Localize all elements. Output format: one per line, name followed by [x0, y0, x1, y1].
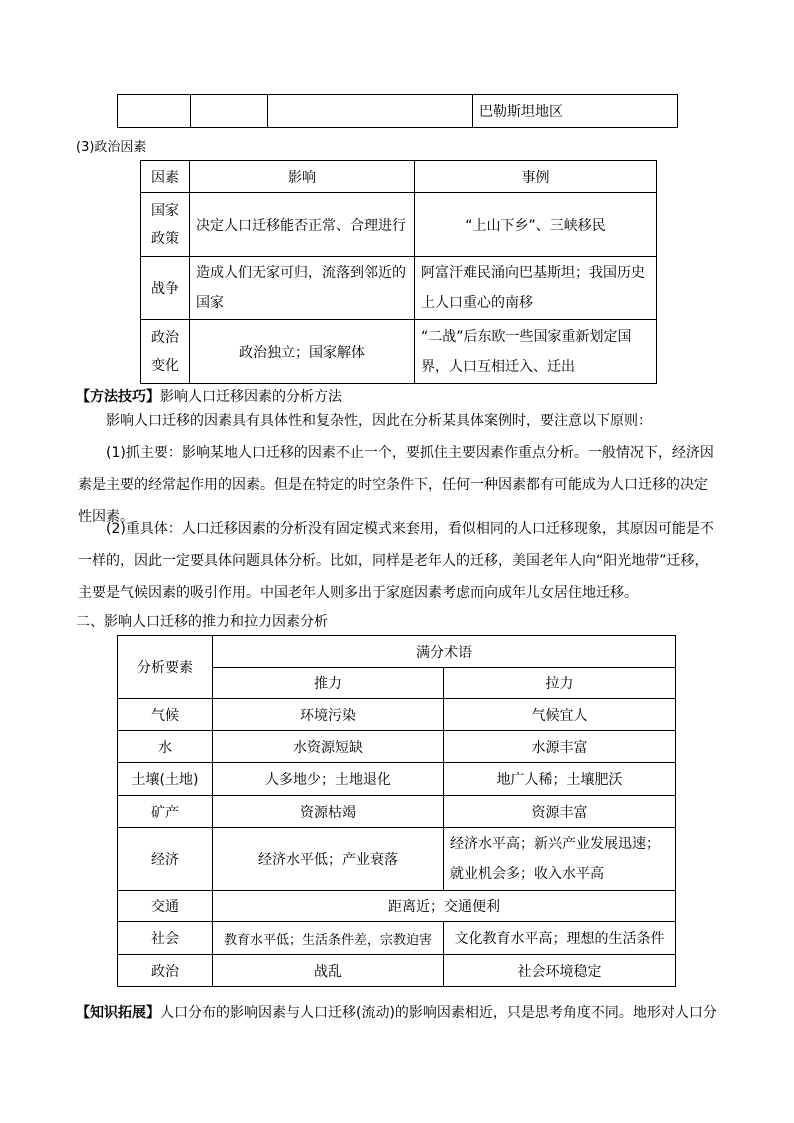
top-cell-3	[268, 95, 473, 128]
row-pull: 社会环境稳定	[444, 955, 676, 987]
method-paragraph-2: (2)重具体：人口迁移因素的分析没有固定模式来套用，看似相同的人口迁移现象，其原因可能是不一样的，因此一定要具体问题具体分析。比如，同样是老年人的迁移，美国老年人向“阳光地带”迁移，主要是气候因素的吸引作用。中国老年人则多出于家庭因素考虑而向成年儿女居住地迁移。	[78, 521, 714, 601]
header-pull: 拉力	[444, 668, 676, 699]
political-factor-line: 政治	[151, 329, 179, 346]
row-pull: 水源丰富	[444, 731, 676, 763]
section2-heading: 二、影响人口迁移的推力和拉力因素分析	[76, 614, 328, 630]
political-heading: (3)政治因素	[76, 140, 147, 155]
method-paragraph-1: (1)抓主要：影响某地人口迁移的因素不止一个，要抓住主要因素作重点分析。一般情况下，经济因素是主要的经常起作用的因素。但是在特定的时空条件下，任何一种因素都有可能成为人口迁移的决定性因素。	[78, 445, 714, 525]
row-factor: 政治	[118, 955, 213, 987]
extension-label: 【知识拓展】	[76, 1005, 160, 1021]
top-table	[117, 94, 678, 128]
row-factor: 气候	[118, 699, 213, 731]
political-header-influence: 影响	[190, 161, 415, 193]
push-pull-table	[117, 635, 676, 987]
political-factor-cell	[141, 320, 190, 384]
political-example: “上山下乡”、三峡移民	[415, 193, 657, 257]
row-merged: 距离近；交通便利	[213, 891, 676, 922]
row-factor: 水	[118, 731, 213, 763]
method-label: 【方法技巧】	[76, 389, 160, 405]
header-factor: 分析要素	[118, 636, 213, 699]
row-pull: 地广人稀；土壤肥沃	[444, 763, 676, 796]
political-factor-line: 政策	[151, 230, 179, 247]
political-influence: 政治独立；国家解体	[190, 320, 415, 384]
political-example: “二战”后东欧一些国家重新划定国界，人口互相迁入、迁出	[415, 320, 657, 384]
extension-text: 人口分布的影响因素与人口迁移(流动)的影响因素相近，只是思考角度不同。地形对人口分	[160, 1005, 717, 1021]
row-push: 环境污染	[213, 699, 444, 731]
row-factor: 经济	[118, 828, 213, 891]
row-push: 资源枯竭	[213, 796, 444, 828]
row-factor: 矿产	[118, 796, 213, 828]
political-header-example: 事例	[415, 161, 657, 193]
row-factor: 社会	[118, 922, 213, 955]
row-push: 经济水平低；产业衰落	[213, 828, 444, 891]
header-push: 推力	[213, 668, 444, 699]
top-cell-4: 巴勒斯坦地区	[473, 95, 678, 128]
political-factor-cell	[141, 193, 190, 257]
row-factor: 土壤(土地)	[118, 763, 213, 796]
top-cell-2	[191, 95, 268, 128]
row-push: 教育水平低；生活条件差，宗教迫害	[213, 922, 444, 955]
extension-paragraph	[76, 1002, 717, 1022]
political-table	[140, 160, 657, 384]
header-term: 满分术语	[213, 636, 676, 668]
top-cell-1	[118, 95, 191, 128]
row-push: 战乱	[213, 955, 444, 987]
method-title: 影响人口迁移因素的分析方法	[160, 389, 342, 405]
method-heading	[76, 386, 342, 406]
political-header-factor: 因素	[141, 161, 190, 193]
row-pull: 气候宜人	[444, 699, 676, 731]
method-intro: 影响人口迁移的因素具有具体性和复杂性，因此在分析某具体案例时，要注意以下原则：	[106, 413, 652, 429]
political-factor-line: 国家	[151, 202, 179, 219]
political-factor-line: 变化	[151, 357, 179, 374]
row-pull: 资源丰富	[444, 796, 676, 828]
row-push: 水资源短缺	[213, 731, 444, 763]
political-influence: 造成人们无家可归，流落到邻近的国家	[190, 257, 415, 320]
political-example: 阿富汗难民涌向巴基斯坦；我国历史上人口重心的南移	[415, 257, 657, 320]
row-factor: 交通	[118, 891, 213, 922]
political-factor-line: 战争	[151, 281, 179, 297]
row-push: 人多地少；土地退化	[213, 763, 444, 796]
row-pull: 文化教育水平高；理想的生活条件	[444, 922, 676, 955]
row-pull: 经济水平高；新兴产业发展迅速；就业机会多；收入水平高	[444, 828, 676, 891]
political-influence: 决定人口迁移能否正常、合理进行	[190, 193, 415, 257]
political-factor-cell	[141, 257, 190, 320]
